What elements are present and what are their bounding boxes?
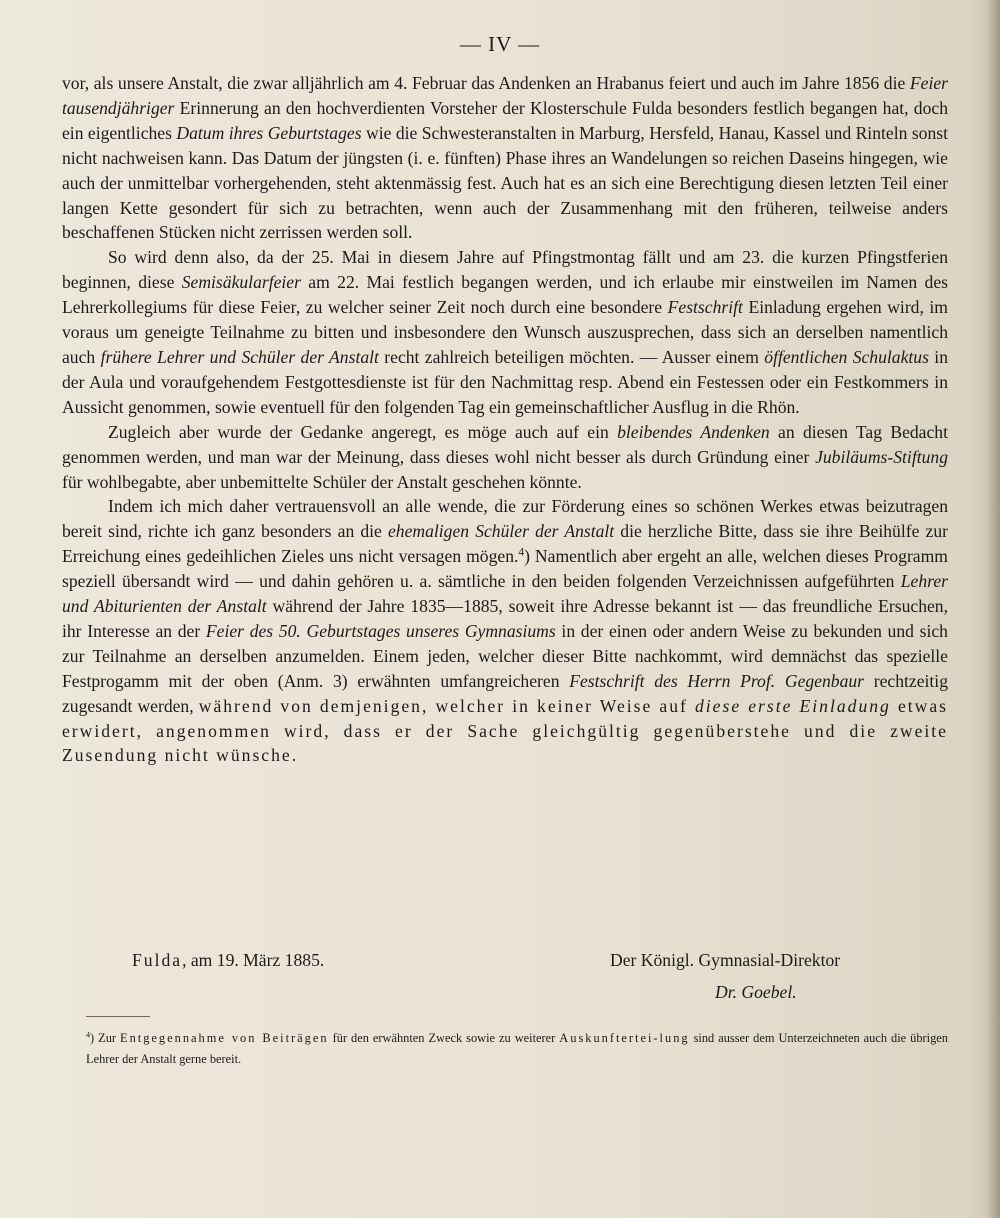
paragraph-1 [62, 71, 948, 245]
footnote-reference: 4 [518, 546, 525, 559]
emphasis-text: Festschrift des Herrn Prof. Gegenbaur [569, 670, 865, 691]
emphasis-text: bleibendes Andenken [617, 421, 770, 442]
emphasis-text: diese erste Einladung [694, 695, 891, 716]
footnote [86, 1028, 948, 1070]
text-run: in der Aula und voraufgehendem Festgottesdienste ist für den Nachmittag resp. Abend ein Festessen oder ein Festkommers in Aussicht genommen, sowie eventuell für den folgenden Tag ein gemeinschaftlicher Ausflug in die Rhön. [62, 346, 948, 417]
signature-row [62, 950, 948, 976]
place: Fulda [132, 950, 183, 970]
text-run: rechtzeitig zugesandt werden, [62, 670, 948, 716]
text-run: Erinnerung an den hochverdienten Vorsteher der Klosterschule Fulda besonders festlich begangen hat, doch ein eigentliches [62, 97, 948, 143]
emphasis-text: Feier des 50. Geburtstages unseres Gymnasiums [205, 620, 556, 641]
text-run: für wohlbegabte, aber unbemittelte Schüler der Anstalt geschehen könnte. [62, 471, 582, 492]
body-text [62, 71, 948, 768]
text-run: sind ausser dem Unterzeichneten auch die übrigen Lehrer der Anstalt gerne bereit. [86, 1031, 948, 1066]
text-run: Einladung ergehen wird, im voraus um geneigte Teilnahme zu bitten und insbesondere den Wunsch auszusprechen, dass sich an derselben namentlich auch [62, 297, 948, 367]
footnote-marker: 4 [86, 1030, 91, 1040]
emphasis-text: Jubiläums-Stiftung [815, 446, 948, 467]
paragraph-4 [62, 494, 948, 768]
emphasis-text: öffentlichen Schulaktus [764, 346, 929, 367]
text-run: wie die Schwesteranstalten in Marburg, Hersfeld, Hanau, Kassel und Rinteln sonst nicht nachweisen kann. Das Datum der jüngsten (i. e. fünften) Phase ihres an Wandelungen so reichen Daseins hingegen, wie auch der unmittelbar vorhergehenden, steht aktenmässig fest. Auch hat es an sich eine Berechtigung diesen letzten Teil einer langen Kette gesondert für sich zu betrachten, wenn auch der Zusammenhang mit den früheren, teilweise anders beschaffenen Stücken nicht zerrissen werden soll. [62, 122, 948, 243]
text-run: etwas erwidert, angenommen wird, dass er der Sache gleichgültig gegenüberstehe und die zweite Zusendung nicht wünsche. [62, 695, 949, 766]
emphasis-text: frühere Lehrer und Schüler der Anstalt [100, 346, 379, 367]
paragraph-3 [62, 420, 948, 495]
emphasis-text: ehemaligen Schüler der Anstalt [387, 521, 615, 542]
emphasis-text: Lehrer und Abiturienten der Anstalt [62, 571, 948, 617]
text-run: am 22. Mai festlich begangen werden, und ich erlaube mir einstweilen im Namen des Lehrerkollegiums für diese Feier, zu welcher seiner Zeit noch durch eine besondere [62, 272, 948, 318]
text-run: Zugleich aber wurde der Gedanke angeregt, es möge auch auf ein [108, 421, 618, 442]
text-run: Indem ich mich daher vertrauensvoll an alle wende, die zur Förderung eines so schönen Werkes etwas beizutragen bereit sind, richte ich ganz besonders an die [62, 496, 948, 542]
text-run: während der Jahre 1835—1885, soweit ihre Adresse bekannt ist — das freundliche Ersuchen, ihr Interesse an der [62, 596, 948, 641]
page-number: — IV — [459, 32, 541, 56]
date: , am 19. März 1885. [182, 950, 325, 970]
emphasis-text: Feier tausendjähriger [62, 73, 948, 118]
text-run: Entgegennahme von Beiträgen [120, 1031, 329, 1045]
footnote-text [86, 1028, 948, 1070]
footnote-body [86, 1031, 948, 1066]
text-run: für den erwähnten Zweck sowie zu weiterer [328, 1031, 560, 1045]
signatory-name: Dr. Goebel. [715, 982, 797, 1002]
text-run: Auskunftertei-lung [559, 1031, 690, 1045]
paragraph-2 [62, 245, 948, 419]
signatory-title: Der Königl. Gymnasial-Direktor [610, 950, 841, 970]
emphasis-text: Datum ihres Geburtstages [176, 122, 362, 143]
place-date [132, 950, 324, 971]
text-run: während von demjenigen, welcher in keiner Weise auf [198, 695, 695, 716]
text-run: die herzliche Bitte, dass sie ihre Beihülfe zur Erreichung eines gedeihlichen Zieles uns nicht versagen mögen. [62, 521, 948, 567]
text-run: an diesen Tag Bedacht genommen werden, und man war der Meinung, dass dieses wohl nicht besser als durch Gründung einer [62, 421, 948, 467]
footnote-rule [86, 1016, 150, 1017]
text-run: ) Namentlich aber ergeht an alle, welchen dieses Programm speziell übersandt wird — und dahin gehören u. a. sämtliche in den beiden folgenden Verzeichnissen aufgeführten [62, 546, 948, 592]
text-run: So wird denn also, da der 25. Mai in diesem Jahre auf Pfingstmontag fällt und am 23. die kurzen Pfingstferien beginnen, diese [62, 247, 948, 293]
text-run: vor, als unsere Anstalt, die zwar alljährlich am 4. Februar das Andenken an Hrabanus feiert und auch im Jahre 1856 die [62, 73, 910, 93]
emphasis-text: Festschrift [667, 297, 743, 318]
text-run: ) Zur [90, 1031, 121, 1045]
page-edge-shadow [986, 0, 1000, 1218]
text-run: recht zahlreich beteiligen möchten. — Ausser einem [378, 346, 765, 367]
text-run: in der einen oder andern Weise zu bekunden und sich zur Teilnahme an derselben anzumelden. Einem jeden, welcher dieser Bitte nachkommt, wird demnächst das spezielle Festprogamm mit der oben (Anm. 3) erwähnten umfangreicheren [62, 620, 948, 691]
emphasis-text: Semisäkularfeier [181, 272, 301, 293]
